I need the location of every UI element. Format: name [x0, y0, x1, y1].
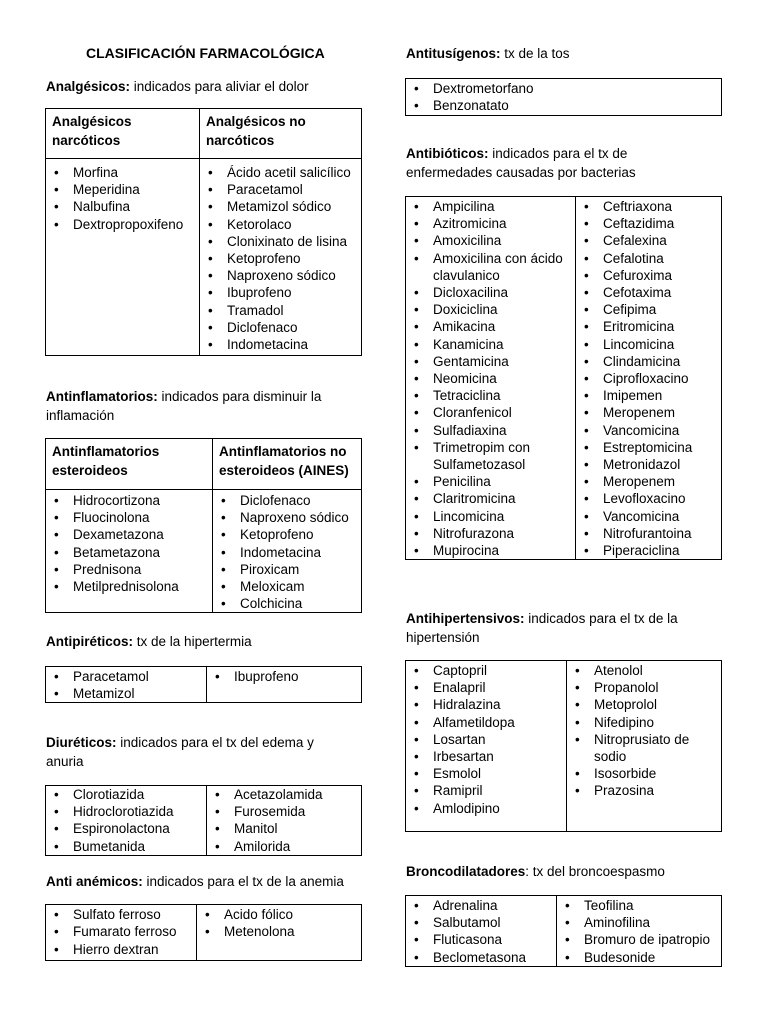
list-item: • Clindamicina: [576, 353, 721, 370]
aines-list: [213, 492, 361, 612]
list-item: • Furosemida: [207, 803, 361, 820]
list-item: • Losartan: [406, 731, 566, 748]
list-item: • Hidroclorotiazida: [46, 803, 206, 820]
list-item: • Fumarato ferroso: [46, 923, 196, 940]
list-item: • Diclofenaco: [213, 492, 361, 509]
list-item: • Nitroprusiato de sodio: [567, 731, 721, 765]
list-item: • Fluocinolona: [46, 509, 212, 526]
antibioticos-heading: [406, 144, 706, 182]
list-item: • Tetraciclina: [406, 387, 575, 404]
list-item: • Cefotaxima: [576, 284, 721, 301]
list-item: • Piroxicam: [213, 561, 361, 578]
list-item: • Azitromicina: [406, 215, 575, 232]
list-item: • Hierro dextran: [46, 941, 196, 958]
antipireticos-table: [45, 666, 362, 703]
list-item: • Amikacina: [406, 318, 575, 335]
list-item: • Prazosina: [567, 782, 721, 799]
list-item: • Amoxicilina con ácido clavulanico: [406, 250, 575, 284]
broncodilatadores-list-2: [557, 897, 721, 966]
broncodilatadores-list-1: [406, 897, 556, 966]
list-item: • Claritromicina: [406, 490, 575, 507]
antitusigenos-heading: [406, 44, 570, 63]
list-item: • Cefuroxima: [576, 267, 721, 284]
list-item: • Bumetanida: [46, 838, 206, 855]
list-item: • Piperaciclina: [576, 542, 721, 559]
list-item: • Clonixinato de lisina: [200, 233, 361, 250]
list-item: • Mupirocina: [406, 542, 575, 559]
list-item: • Beclometasona: [406, 949, 556, 966]
list-item: • Hidralazina: [406, 696, 566, 713]
list-item: • Dextropropoxifeno: [46, 216, 199, 233]
list-item: • Cloranfenicol: [406, 404, 575, 421]
page-title: CLASIFICACIÓN FARMACOLÓGICA: [86, 45, 325, 61]
list-item: • Dextrometorfano: [406, 80, 721, 97]
antianemicos-list-2: [197, 906, 361, 940]
list-item: • Metenolona: [197, 923, 361, 940]
list-item: • Meperidina: [46, 181, 199, 198]
list-item: • Ramipril: [406, 782, 566, 799]
list-item: • Irbesartan: [406, 748, 566, 765]
section-desc: indicados para el tx de enfermedades causadas por bacterias: [406, 146, 636, 180]
list-item: • Ketoprofeno: [200, 250, 361, 267]
list-item: • Dicloxacilina: [406, 284, 575, 301]
section-desc: tx de la hipertermia: [136, 634, 252, 649]
antihipertensivos-heading: [406, 609, 706, 647]
list-item: • Espironolactona: [46, 820, 206, 837]
list-item: • Amoxicilina: [406, 232, 575, 249]
table-header: Antinflamatorios no esteroideos (AINES): [213, 439, 362, 490]
list-item: • Indometacina: [200, 336, 361, 353]
list-item: • Metronidazol: [576, 456, 721, 473]
esteroideos-list: [46, 492, 212, 595]
antipireticos-list-1: [46, 668, 206, 702]
list-item: • Neomicina: [406, 370, 575, 387]
antihipertensivos-table: [405, 660, 722, 832]
list-item: • Fluticasona: [406, 931, 556, 948]
list-item: • Dexametazona: [46, 526, 212, 543]
list-item: • Metoprolol: [567, 696, 721, 713]
analgesicos-narcoticos-list: [46, 164, 199, 233]
list-item: • Levofloxacino: [576, 490, 721, 507]
list-item: • Eritromicina: [576, 318, 721, 335]
section-label: Broncodilatadores: [406, 864, 526, 879]
list-item: • Diclofenaco: [200, 319, 361, 336]
list-item: • Propanolol: [567, 679, 721, 696]
antiinflamatorios-heading: [46, 387, 346, 425]
list-item: • Vancomicina: [576, 422, 721, 439]
list-item: • Atenolol: [567, 662, 721, 679]
list-item: • Manitol: [207, 820, 361, 837]
broncodilatadores-heading: [406, 862, 665, 881]
broncodilatadores-table: [405, 895, 722, 967]
table-header: Antinflamatorios esteroideos: [46, 439, 213, 490]
diureticos-list-1: [46, 786, 206, 855]
section-desc: indicados para el tx de la anemia: [146, 874, 344, 889]
antitusigenos-list: [406, 80, 721, 114]
list-item: • Sulfadiaxina: [406, 422, 575, 439]
list-item: • Nifedipino: [567, 714, 721, 731]
list-item: • Betametazona: [46, 544, 212, 561]
list-item: • Metilprednisolona: [46, 578, 212, 595]
antihipertensivos-list-1: [406, 662, 566, 817]
list-item: • Morfina: [46, 164, 199, 181]
section-label: Anti anémicos:: [46, 874, 143, 889]
antipireticos-list-2: [207, 668, 361, 685]
antianemicos-table: [45, 904, 362, 961]
section-label: Antihipertensivos:: [406, 611, 525, 626]
list-item: • Nitrofurazona: [406, 525, 575, 542]
list-item: • Paracetamol: [200, 181, 361, 198]
antihipertensivos-list-2: [567, 662, 721, 800]
section-label: Analgésicos:: [46, 79, 131, 94]
list-item: • Cefipima: [576, 301, 721, 318]
section-desc: indicados para el tx de la hipertensión: [406, 611, 678, 645]
list-item: • Clorotiazida: [46, 786, 206, 803]
list-item: • Gentamicina: [406, 353, 575, 370]
list-item: • Ciprofloxacino: [576, 370, 721, 387]
list-item: • Acetazolamida: [207, 786, 361, 803]
list-item: • Benzonatato: [406, 97, 721, 114]
list-item: • Aminofilina: [557, 914, 721, 931]
list-item: • Nalbufina: [46, 198, 199, 215]
list-item: • Salbutamol: [406, 914, 556, 931]
list-item: • Ibuprofeno: [207, 668, 361, 685]
section-label: Antibióticos:: [406, 146, 489, 161]
section-label: Antipiréticos:: [46, 634, 134, 649]
diureticos-heading: [46, 733, 346, 771]
list-item: • Colchicina: [213, 595, 361, 612]
list-item: • Meropenem: [576, 473, 721, 490]
list-item: • Ketorolaco: [200, 216, 361, 233]
list-item: • Isosorbide: [567, 765, 721, 782]
list-item: • Ibuprofeno: [200, 284, 361, 301]
list-item: • Prednisona: [46, 561, 212, 578]
diureticos-table: [45, 785, 362, 856]
diureticos-list-2: [207, 786, 361, 855]
list-item: • Ceftazidima: [576, 215, 721, 232]
section-desc: indicados para disminuir la inflamación: [46, 389, 322, 423]
section-desc: tx de la tos: [504, 46, 570, 61]
list-item: • Tramadol: [200, 302, 361, 319]
list-item: • Penicilina: [406, 473, 575, 490]
list-item: • Esmolol: [406, 765, 566, 782]
antipireticos-heading: [46, 632, 252, 651]
list-item: • Cefalexina: [576, 232, 721, 249]
list-item: • Lincomicina: [576, 336, 721, 353]
list-item: • Ampicilina: [406, 198, 575, 215]
list-item: • Naproxeno sódico: [213, 509, 361, 526]
list-item: • Adrenalina: [406, 897, 556, 914]
list-item: • Amilorida: [207, 838, 361, 855]
list-item: • Hidrocortizona: [46, 492, 212, 509]
analgesicos-heading: [46, 77, 366, 96]
section-label: Antitusígenos:: [406, 46, 501, 61]
antianemicos-list-1: [46, 906, 196, 958]
list-item: • Alfametildopa: [406, 714, 566, 731]
antibioticos-table: [405, 196, 722, 560]
list-item: • Metamizol: [46, 685, 206, 702]
list-item: • Kanamicina: [406, 336, 575, 353]
list-item: • Ácido acetil salicílico: [200, 164, 361, 181]
list-item: • Vancomicina: [576, 508, 721, 525]
section-desc: indicados para el tx del edema y anuria: [46, 735, 314, 769]
analgesicos-table: [45, 108, 362, 356]
table-header: Analgésicos narcóticos: [46, 109, 200, 159]
list-item: • Estreptomicina: [576, 439, 721, 456]
list-item: • Amlodipino: [406, 800, 566, 817]
list-item: • Enalapril: [406, 679, 566, 696]
list-item: • Indometacina: [213, 544, 361, 561]
list-item: • Naproxeno sódico: [200, 267, 361, 284]
antiinflamatorios-table: [45, 438, 362, 613]
list-item: • Sulfato ferroso: [46, 906, 196, 923]
list-item: • Cefalotina: [576, 250, 721, 267]
list-item: • Teofilina: [557, 897, 721, 914]
list-item: • Paracetamol: [46, 668, 206, 685]
list-item: • Acido fólico: [197, 906, 361, 923]
list-item: • Metamizol sódico: [200, 198, 361, 215]
list-item: • Trimetropim con Sulfametozasol: [406, 439, 575, 473]
analgesicos-no-narcoticos-list: [200, 164, 361, 353]
antibioticos-list-2: [576, 198, 721, 559]
section-desc: indicados para aliviar el dolor: [133, 79, 309, 94]
section-label: Diuréticos:: [46, 735, 117, 750]
list-item: • Meropenem: [576, 404, 721, 421]
list-item: • Ceftriaxona: [576, 198, 721, 215]
list-item: • Imipemen: [576, 387, 721, 404]
list-item: • Ketoprofeno: [213, 526, 361, 543]
section-label: Antinflamatorios:: [46, 389, 158, 404]
list-item: • Captopril: [406, 662, 566, 679]
antibioticos-list-1: [406, 198, 575, 559]
antitusigenos-table: [405, 78, 722, 116]
list-item: • Nitrofurantoina: [576, 525, 721, 542]
list-item: • Meloxicam: [213, 578, 361, 595]
list-item: • Bromuro de ipatropio: [557, 931, 721, 948]
list-item: • Doxiciclina: [406, 301, 575, 318]
antianemicos-heading: [46, 872, 344, 891]
list-item: • Budesonide: [557, 949, 721, 966]
list-item: • Lincomicina: [406, 508, 575, 525]
section-desc: : tx del broncoespasmo: [525, 864, 665, 879]
table-header: Analgésicos no narcóticos: [200, 109, 362, 159]
